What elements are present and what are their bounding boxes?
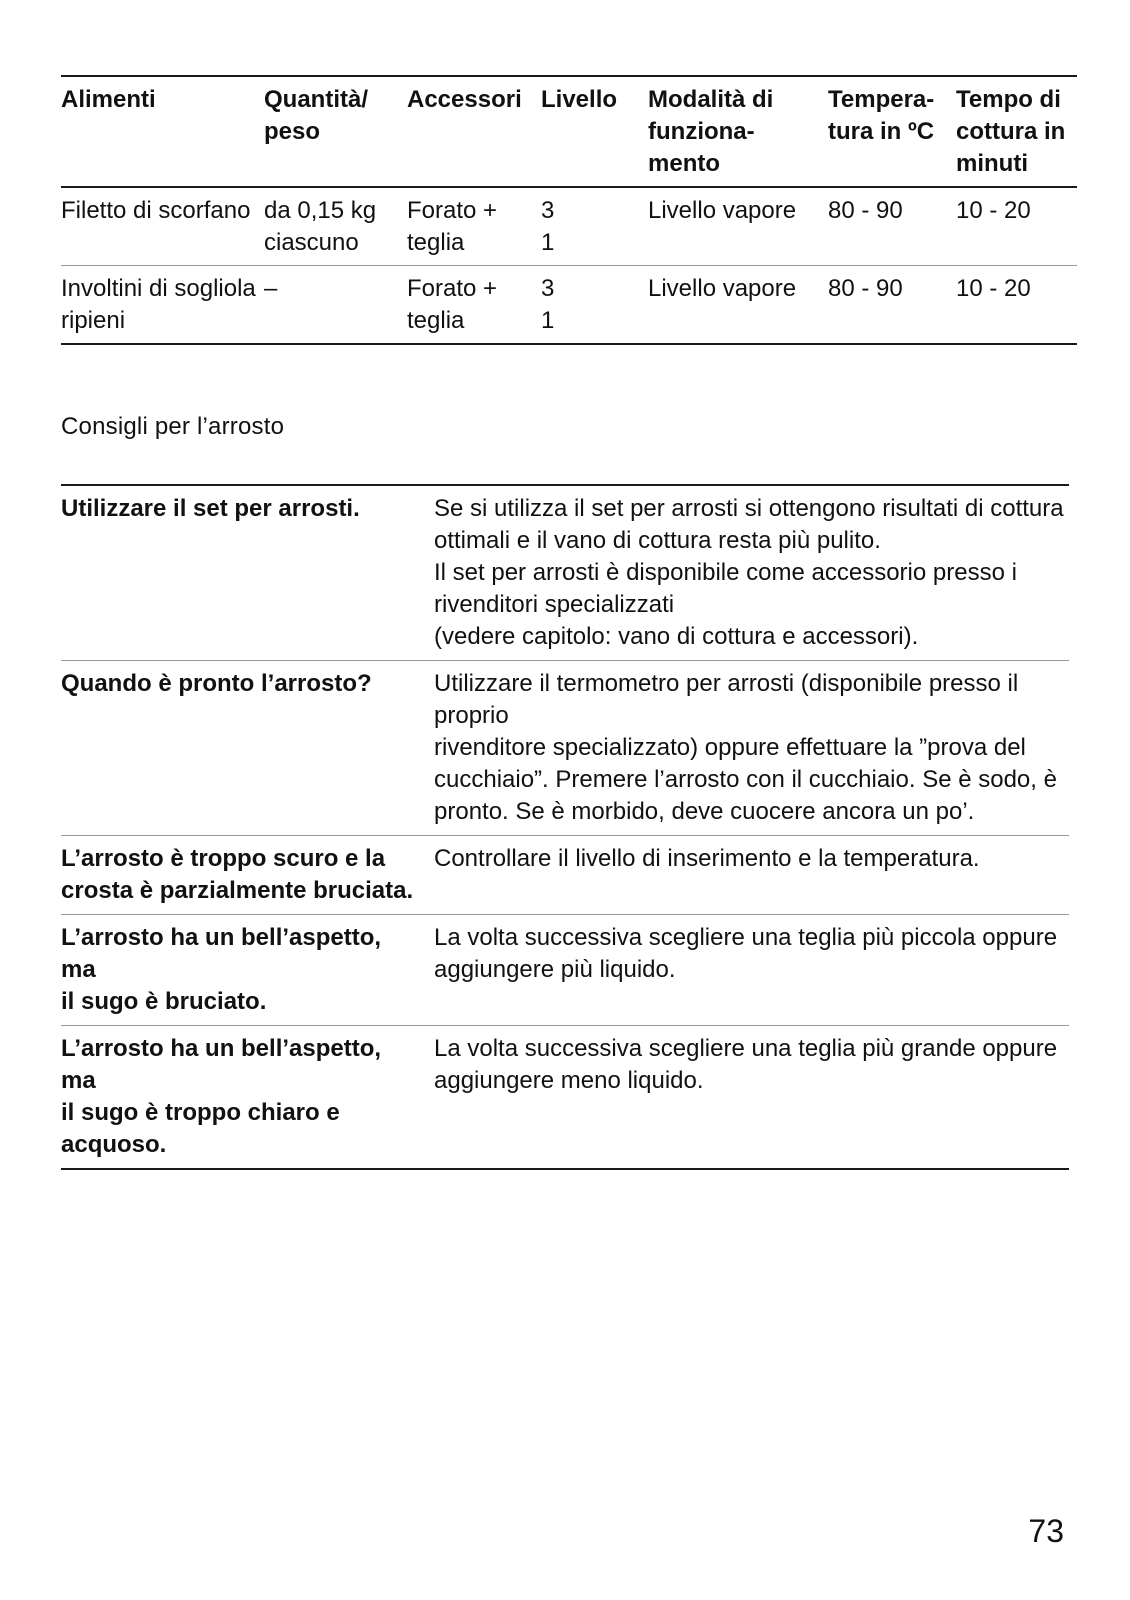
table-cell: 80 - 90 (828, 197, 903, 224)
roasting-tips-table (61, 484, 1069, 1170)
header-accessori: Accessori (407, 76, 541, 187)
tip-question: L’arrosto ha un bell’aspetto, ma il sugo è troppo chiaro e acquoso. (61, 1026, 434, 1170)
tip-answer: La volta successiva scegliere una teglia più piccola oppure aggiungere più liquido. (434, 915, 1069, 1026)
tip-question: L’arrosto è troppo scuro e la crosta è parzialmente bruciata. (61, 836, 434, 915)
tip-row (61, 915, 1069, 1026)
tip-answer: La volta successiva scegliere una teglia più grande oppure aggiungere meno liquido. (434, 1026, 1069, 1170)
tip-answer: Controllare il livello di inserimento e la temperatura. (434, 836, 1069, 915)
cooking-table-header-row (61, 76, 1077, 187)
tip-question: Quando è pronto l’arrosto? (61, 661, 434, 836)
tip-answer: Utilizzare il termometro per arrosti (disponibile presso il proprio rivenditore specializzato) oppure effettuare la ”prova del cucchiaio”. Premere l’arrosto con il cucchiaio. Se è sodo, è pronto. Se è morbido, deve cuocere ancora un po’. (434, 661, 1069, 836)
tip-question: L’arrosto ha un bell’aspetto, ma il sugo è bruciato. (61, 915, 434, 1026)
table-cell: Forato + teglia (407, 197, 498, 256)
page-number: 73 (1028, 1513, 1064, 1549)
header-modalita: Modalità di funziona- mento (648, 76, 828, 187)
table-cell: Forato + teglia (407, 266, 541, 345)
header-temperatura: Tempera- tura in ºC (828, 76, 956, 187)
table-cell: – (264, 266, 407, 345)
table-cell: Livello vapore (648, 197, 797, 224)
tip-answer: Se si utilizza il set per arrosti si ottengono risultati di cottura ottimali e il vano di cottura resta più pulito. Il set per arrosti è disponibile come accessorio presso i rivenditori specializzati (vedere capitolo: vano di cottura e accessori). (434, 495, 1064, 650)
table-cell: 3 1 (541, 197, 555, 256)
header-alimenti: Alimenti (61, 76, 264, 187)
tip-row (61, 836, 1069, 915)
table-cell: 3 1 (541, 266, 648, 345)
table-cell: Filetto di scorfano (61, 197, 251, 224)
tip-row (61, 1026, 1069, 1170)
tip-row (61, 661, 1069, 836)
header-livello: Livello (541, 76, 648, 187)
table-cell: 10 - 20 (956, 266, 1077, 345)
table-row (61, 187, 1077, 266)
table-cell: Livello vapore (648, 266, 828, 345)
table-row (61, 266, 1077, 345)
tip-row (61, 485, 1069, 661)
table-cell: da 0,15 kg ciascuno (264, 197, 377, 256)
cooking-table (61, 75, 1077, 345)
header-tempo: Tempo di cottura in minuti (956, 76, 1077, 187)
table-cell: Involtini di sogliola ripieni (61, 266, 264, 345)
table-cell: 10 - 20 (956, 197, 1031, 224)
tip-question: Utilizzare il set per arrosti. (61, 495, 360, 522)
table-cell: 80 - 90 (828, 266, 956, 345)
header-quantita-peso: Quantità/ peso (264, 76, 407, 187)
section-title: Consigli per l’arrosto (61, 413, 285, 440)
